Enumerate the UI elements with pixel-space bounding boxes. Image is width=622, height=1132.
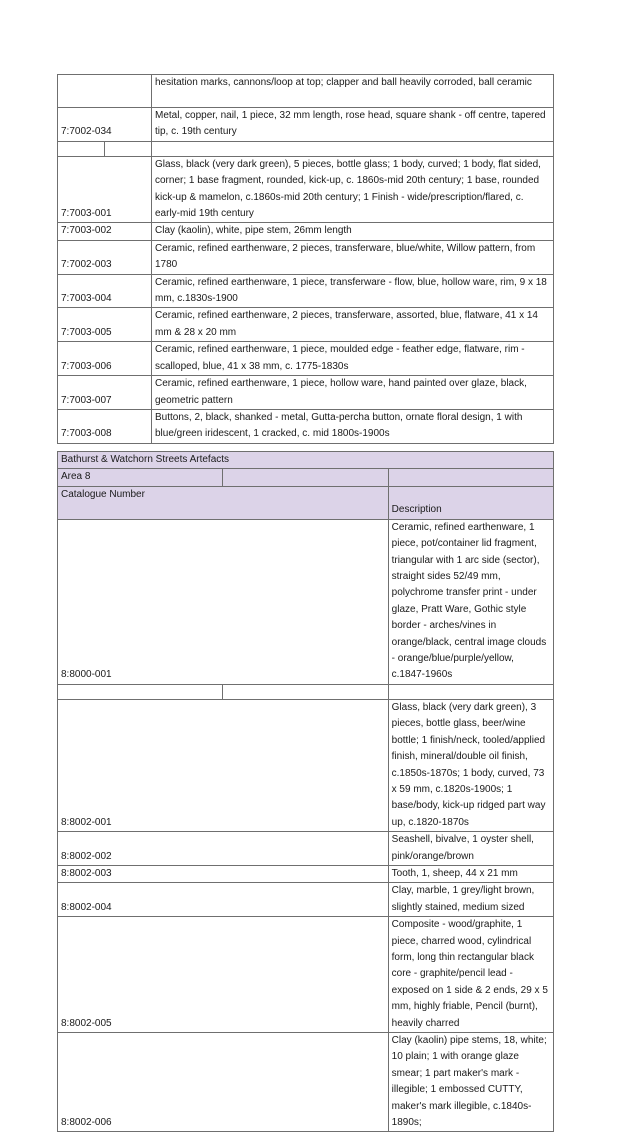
empty-cell xyxy=(388,684,553,699)
catalogue-number-cell: 7:7003-001 xyxy=(58,156,152,223)
catalogue-number-cell: 8:8002-001 xyxy=(58,699,389,831)
artefact-table-area-7 xyxy=(57,74,554,444)
catalogue-number-cell: 7:7003-007 xyxy=(58,376,152,410)
description-cell: Buttons, 2, black, shanked - metal, Gutta-percha button, ornate floral design, 1 with blue/green iridescent, 1 cracked, c. mid 1800s-1900s xyxy=(152,409,554,443)
catalogue-number-cell: 8:8002-006 xyxy=(58,1033,389,1132)
catalogue-number-cell: 7:7002-003 xyxy=(58,240,152,274)
table-row xyxy=(58,108,554,142)
description-cell: Clay (kaolin), white, pipe stem, 26mm length xyxy=(152,223,554,240)
table-row xyxy=(58,240,554,274)
empty-cell xyxy=(223,684,388,699)
table-row xyxy=(58,917,554,1033)
description-cell: hesitation marks, cannons/loop at top; clapper and ball heavily corroded, ball ceramic xyxy=(152,75,554,108)
empty-cell xyxy=(58,684,223,699)
empty-cell xyxy=(152,141,554,156)
description-cell: Ceramic, refined earthenware, 1 piece, transferware - flow, blue, hollow ware, rim, 9 x 18 mm, c.1830s-1900 xyxy=(152,274,554,308)
description-cell: Ceramic, refined earthenware, 1 piece, pot/container lid fragment, triangular with 1 arc side (sector), straight sides 52/49 mm, polychrome transfer print - under glaze, Pratt Ware, Gothic style border - arches/vines in orange/black, central image clouds - orange/blue/purple/yellow, c.1847-1960s xyxy=(388,519,553,684)
empty-cell xyxy=(58,141,105,156)
table-row xyxy=(58,75,554,108)
table-row xyxy=(58,308,554,342)
table-row xyxy=(58,376,554,410)
table-row xyxy=(58,699,554,831)
catalogue-number-cell: 8:8002-004 xyxy=(58,883,389,917)
catalogue-number-cell: 7:7003-002 xyxy=(58,223,152,240)
area-row xyxy=(58,469,554,486)
table-row xyxy=(58,156,554,223)
catalogue-number-cell: 7:7002-034 xyxy=(58,108,152,142)
description-cell: Glass, black (very dark green), 3 pieces, bottle glass, beer/wine bottle; 1 finish/neck, tooled/applied finish, mineral/double oil finish, c.1850s-1870s; 1 body, curved, 73 x 59 mm, c.1820s-1900s; 1 base/body, kick-up ridged part way up, c.1820-1870s xyxy=(388,699,553,831)
catalogue-number-cell: 7:7003-004 xyxy=(58,274,152,308)
description-cell: Ceramic, refined earthenware, 2 pieces, transferware, blue/white, Willow pattern, from 1780 xyxy=(152,240,554,274)
description-cell: Clay, marble, 1 grey/light brown, slightly stained, medium sized xyxy=(388,883,553,917)
area-label: Area 8 xyxy=(58,469,223,486)
description-header: Description xyxy=(388,486,553,519)
description-cell: Composite - wood/graphite, 1 piece, charred wood, cylindrical form, long thin rectangular black core - graphite/pencil lead - exposed on 1 side & 2 ends, 29 x 5 mm, highly friable, Pencil (burnt), heavily charred xyxy=(388,917,553,1033)
spacer-row xyxy=(58,684,554,699)
table-row xyxy=(58,883,554,917)
table-title-row xyxy=(58,452,554,469)
empty-cell xyxy=(388,469,553,486)
artefact-table-area-8 xyxy=(57,451,554,1132)
table-row xyxy=(58,832,554,866)
table-title: Bathurst & Watchorn Streets Artefacts xyxy=(58,452,554,469)
catalogue-number-cell xyxy=(58,75,152,108)
table-row xyxy=(58,865,554,882)
catalogue-number-cell: 8:8002-003 xyxy=(58,865,389,882)
description-cell: Ceramic, refined earthenware, 2 pieces, transferware, assorted, blue, flatware, 41 x 14 mm & 28 x 20 mm xyxy=(152,308,554,342)
description-cell: Metal, copper, nail, 1 piece, 32 mm length, rose head, square shank - off centre, tapered tip, c. 19th century xyxy=(152,108,554,142)
table-row xyxy=(58,1033,554,1132)
catalogue-number-cell: 8:8002-002 xyxy=(58,832,389,866)
catalogue-number-cell: 8:8002-005 xyxy=(58,917,389,1033)
column-header-row xyxy=(58,486,554,519)
catalogue-number-cell: 7:7003-005 xyxy=(58,308,152,342)
catalogue-number-cell: 7:7003-008 xyxy=(58,409,152,443)
table-row xyxy=(58,223,554,240)
catalogue-number-cell: 7:7003-006 xyxy=(58,342,152,376)
empty-cell xyxy=(105,141,152,156)
table-row xyxy=(58,274,554,308)
description-cell: Clay (kaolin) pipe stems, 18, white; 10 plain; 1 with orange glaze smear; 1 part maker's mark - illegible; 1 embossed CUTTY, maker's mark illegible, c.1840s-1890s; xyxy=(388,1033,553,1132)
empty-cell xyxy=(223,469,388,486)
description-cell: Tooth, 1, sheep, 44 x 21 mm xyxy=(388,865,553,882)
description-cell: Ceramic, refined earthenware, 1 piece, moulded edge - feather edge, flatware, rim - scalloped, blue, 41 x 38 mm, c. 1775-1830s xyxy=(152,342,554,376)
spacer-row xyxy=(58,141,554,156)
catalogue-number-header: Catalogue Number xyxy=(58,486,389,519)
description-cell: Ceramic, refined earthenware, 1 piece, hollow ware, hand painted over glaze, black, geometric pattern xyxy=(152,376,554,410)
description-cell: Glass, black (very dark green), 5 pieces, bottle glass; 1 body, curved; 1 body, flat sided, corner; 1 base fragment, rounded, kick-up, c. 1860s-mid 20th century; 1 base, rounded kick-up & mamelon, c.1860s-mid 20th century; 1 Finish - wide/prescription/flared, c. early-mid 19th century xyxy=(152,156,554,223)
table-row xyxy=(58,342,554,376)
catalogue-number-cell: 8:8000-001 xyxy=(58,519,389,684)
table-row xyxy=(58,519,554,684)
description-cell: Seashell, bivalve, 1 oyster shell, pink/orange/brown xyxy=(388,832,553,866)
table-row xyxy=(58,409,554,443)
